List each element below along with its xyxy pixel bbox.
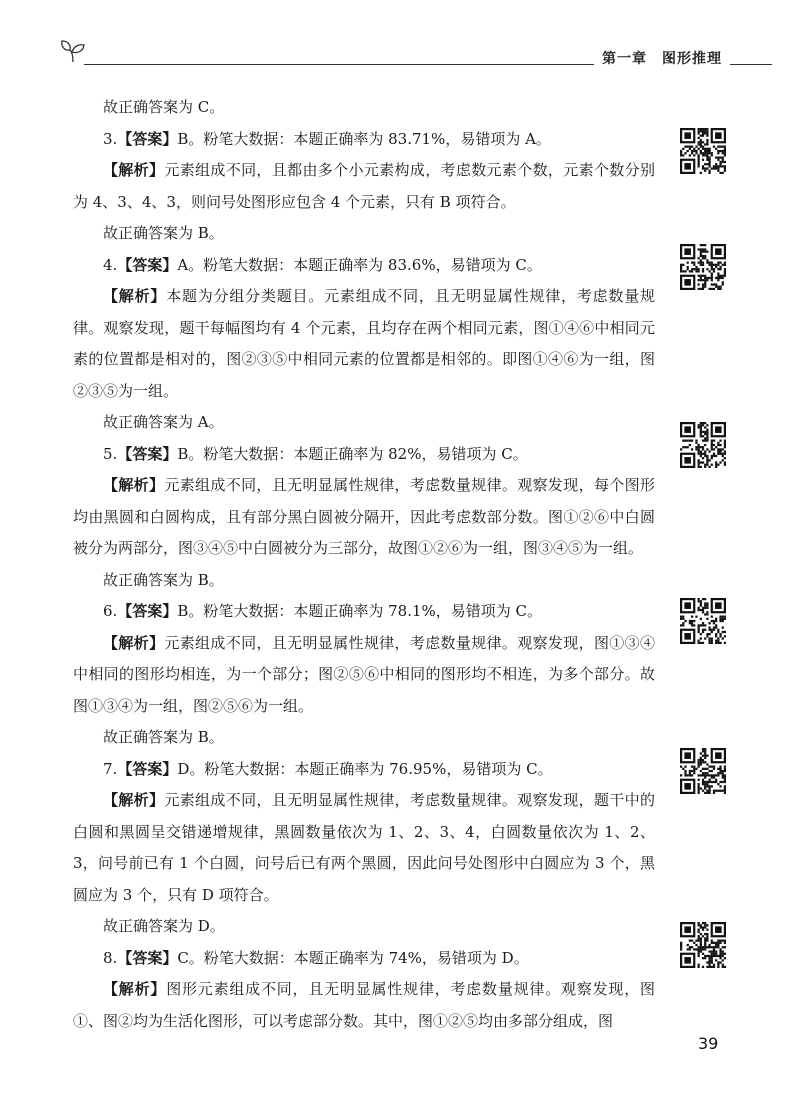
answer-line-5: 5.【答案】B。粉笔大数据：本题正确率为 82%，易错项为 C。 bbox=[103, 444, 528, 463]
conclusion-line: 故正确答案为 C。 bbox=[103, 98, 225, 116]
page-number: 39 bbox=[698, 1034, 719, 1053]
conclusion-line: 故正确答案为 A。 bbox=[103, 413, 224, 431]
qr-code-icon[interactable] bbox=[680, 598, 726, 644]
answer-line-6: 6.【答案】B。粉笔大数据：本题正确率为 78.1%，易错项为 C。 bbox=[103, 602, 543, 620]
running-header bbox=[60, 38, 772, 72]
qr-code-icon[interactable] bbox=[680, 922, 726, 968]
answer-line-7: 7.【答案】D。粉笔大数据：本题正确率为 76.95%，易错项为 C。 bbox=[103, 759, 553, 778]
qr-code-icon[interactable] bbox=[680, 128, 726, 174]
analysis-3: 【解析】元素组成不同，且都由多个小元素构成，考虑数元素个数，元素个数分别为 4、3、4、3，则问号处图形应包含 4 个元素，只有 B 项符合。 bbox=[73, 161, 655, 211]
analysis-8: 【解析】图形元素组成不同，且无明显属性规律，考虑数量规律。观察发现，图①、图②均为生活化图形，可以考虑部分数。其中，图①②⑤均由多部分组成，图 bbox=[73, 980, 655, 1030]
analysis-5: 【解析】元素组成不同，且无明显属性规律，考虑数量规律。观察发现，每个图形均由黑圆和白圆构成，且有部分黑白圆被分隔开，因此考虑数部分数。图①②⑥中白圆被分为两部分，图③④⑤中白圆被分为三部分，故图①②⑥为一组，图③④⑤为一组。 bbox=[73, 476, 655, 557]
answer-line-3: 3.【答案】B。粉笔大数据：本题正确率为 83.71%，易错项为 A。 bbox=[103, 129, 551, 148]
qr-code-icon[interactable] bbox=[680, 748, 726, 794]
conclusion-line: 故正确答案为 B。 bbox=[103, 570, 224, 589]
answer-line-4: 4.【答案】A。粉笔大数据：本题正确率为 83.6%，易错项为 C。 bbox=[103, 255, 542, 274]
chapter-title: 第一章 图形推理 bbox=[594, 48, 730, 68]
conclusion-line: 故正确答案为 B。 bbox=[103, 224, 224, 242]
answer-line-8: 8.【答案】C。粉笔大数据：本题正确率为 74%，易错项为 D。 bbox=[103, 948, 529, 967]
qr-code-icon[interactable] bbox=[680, 422, 726, 468]
analysis-7: 【解析】元素组成不同，且无明显属性规律，考虑数量规律。观察发现，题干中的白圆和黑圆呈交错递增规律，黑圆数量依次为 1、2、3、4，白圆数量依次为 1、2、3，问号前已有 1 个白圆，问号后已有两个黑圆，因此问号处图形中白圆应为 3 个，黑圆应为 3 个，只有 D 项符合。 bbox=[73, 791, 655, 904]
conclusion-line: 故正确答案为 B。 bbox=[103, 728, 224, 746]
sprout-icon bbox=[60, 38, 86, 64]
analysis-4: 【解析】本题为分组分类题目。元素组成不同，且无明显属性规律，考虑数量规律。观察发现，题干每幅图均有 4 个元素，且均存在两个相同元素，图①④⑥中相同元素的位置都是相对的，图②③⑤中相同元素的位置都是相邻的。即图①④⑥为一组，图②③⑤为一组。 bbox=[73, 287, 655, 400]
answer-explanations bbox=[73, 92, 655, 1037]
analysis-6: 【解析】元素组成不同，且无明显属性规律，考虑数量规律。观察发现，图①③④中相同的图形均相连，为一个部分；图②⑤⑥中相同的图形均不相连，为多个部分。故图①③④为一组，图②⑤⑥为一组。 bbox=[73, 633, 655, 715]
conclusion-line: 故正确答案为 D。 bbox=[103, 917, 225, 935]
qr-code-icon[interactable] bbox=[680, 244, 726, 290]
